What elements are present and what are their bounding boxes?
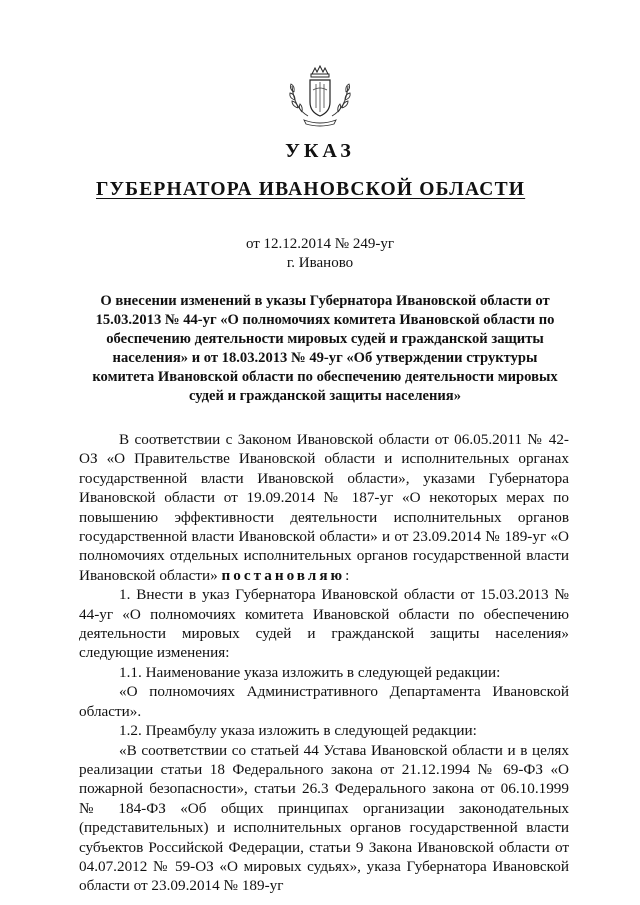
paragraph-item-1-2: 1.2. Преамбулу указа изложить в следующей редакции: [119,722,477,740]
decree-body [79,430,569,896]
governor-heading: ГУБЕРНАТОРА ИВАНОВСКОЙ ОБЛАСТИ [96,179,526,200]
decree-heading: УКАЗ [285,140,355,162]
decree-title: О внесении изменений в указы Губернатора Ивановской области от 15.03.2013 № 44-уг «О полномочиях комитета Ивановской области по обеспечению деятельности мировых судей и гражданской защиты населения» и от 18.03.2013 № 49-уг «Об утверждении структуры комитета Ивановской области по обеспечению деятельности мировых судей и гражданской защиты населения» [92,293,558,404]
decree-word: постановляю [221,566,346,584]
paragraph-item-1: 1. Внести в указ Губернатора Ивановской области от 15.03.2013 № 44-уг «О полномочиях комитета Ивановской области по обеспечению деятельности мировых судей и гражданской защиты населения» следующие изменения: [79,586,569,662]
decree-city: г. Иваново [286,255,354,271]
decree-date: от 12.12.2014 № 249-уг [245,236,395,252]
preamble-text: В соответствии с Законом Ивановской области от 06.05.2011 № 42-ОЗ «О Правительстве Ивановской области и исполнительных органах государственной власти Ивановской области», указами Губернатора Ивановской области от 19.09.2014 № 187-уг «О некоторых мерах по повышению эффективности деятельности исполнительных органов государственной власти Ивановской области» и от 23.09.2014 № 189-уг «О полномочиях отдельных исполнительных органов государственной власти Ивановской области» [79,431,569,584]
paragraph-preamble [79,430,569,585]
preamble-colon: : [345,566,350,584]
paragraph-new-name: «О полномочиях Административного Департамента Ивановской области». [79,683,569,720]
paragraph-item-1-1: 1.1. Наименование указа изложить в следующей редакции: [119,663,501,681]
coat-of-arms-icon [286,64,354,128]
paragraph-new-preamble: «В соответствии со статьей 44 Устава Ивановской области и в целях реализации статьи 18 Федерального закона от 21.12.1994 № 69-ФЗ «О пожарной безопасности», статьи 26.3 Федерального закона от 06.10.1999 № 184-ФЗ «Об общих принципах организации законодательных (представительных) и исполнительных органов государственной власти субъектов Российской Федерации, статьи 9 Закона Ивановской области от 04.07.2012 № 59-ОЗ «О мировых судьях», указа Губернатора Ивановской области от 23.09.2014 № 189-уг [79,741,569,895]
